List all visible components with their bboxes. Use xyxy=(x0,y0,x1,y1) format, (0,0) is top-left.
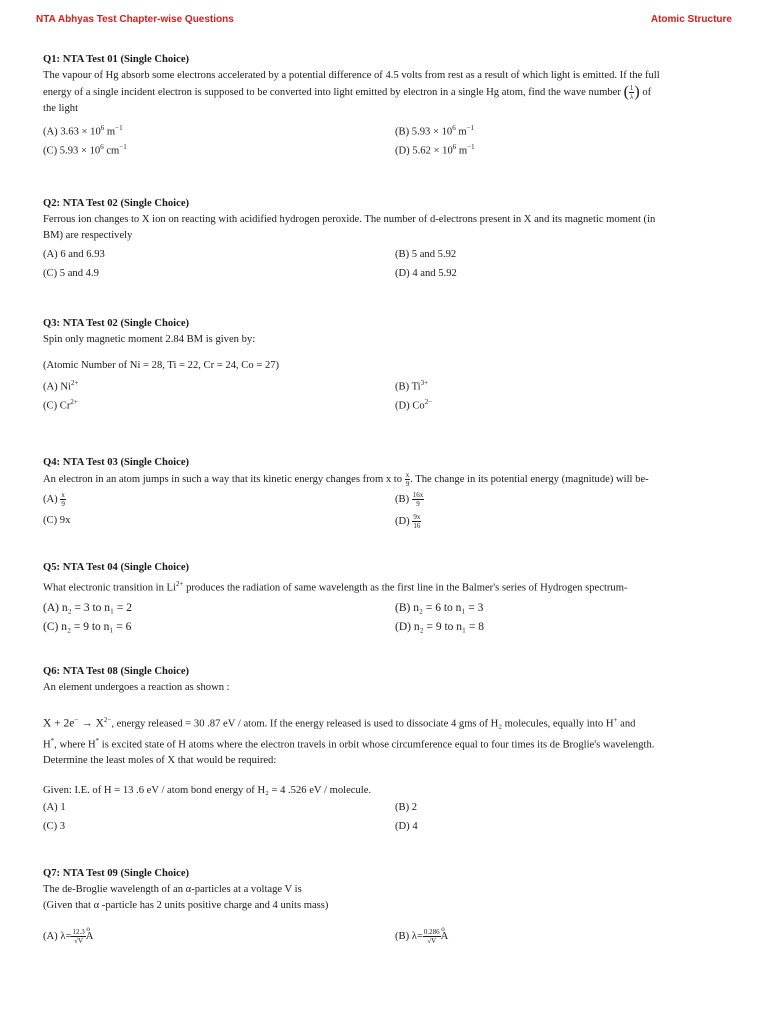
option-b[interactable]: (B) $Ti^{3+}$ xyxy=(395,379,429,393)
option-d[interactable]: (D) $\frac{9x}{16}$ xyxy=(395,513,421,530)
option-c[interactable]: (C) $5.93 \times 10^6$ $cm^{-1}$ xyxy=(43,143,127,157)
option-c[interactable]: (C) n₂ = 9 to n₁ = 6 xyxy=(43,620,132,633)
question-text: the light xyxy=(43,103,79,114)
question-title: Q3: NTA Test 02 (Single Choice) xyxy=(43,318,190,329)
options xyxy=(43,247,728,285)
option-d[interactable]: (D) $Co^{2-}$ xyxy=(395,398,433,412)
option-a[interactable]: (A) 6 and 6.93 xyxy=(43,249,105,260)
option-c[interactable]: (C) 5 and 4.9 xyxy=(43,268,99,279)
header-title: NTA Abhyas Test Chapter-wise Questions xyxy=(36,14,234,25)
question-text: $X + 2e^- \to X^{2-}$, energy released = 30 .87 eV / atom. If the energy released is used to dissociate 4 gms of H₂ molecules, equally into H+ and xyxy=(43,716,636,730)
question-title: Q4: NTA Test 03 (Single Choice) xyxy=(43,457,190,468)
question-text: BM) are respectively xyxy=(43,230,133,241)
options xyxy=(43,491,728,535)
question-title: Q2: NTA Test 02 (Single Choice) xyxy=(43,198,190,209)
option-a[interactable]: (A) λ= $\frac{12.3}{√V}$ $A^o$ xyxy=(43,924,94,945)
question-4 xyxy=(43,455,728,535)
option-a[interactable]: (A) $Ni^{2+}$ xyxy=(43,379,79,393)
question-text: An element undergoes a reaction as shown : xyxy=(43,682,230,693)
question-title: Q1: NTA Test 01 (Single Choice) xyxy=(43,54,190,65)
option-d[interactable]: (D) n₂ = 9 to n₁ = 8 xyxy=(395,620,485,633)
question-6 xyxy=(43,664,728,838)
question-text: Ferrous ion changes to X ion on reacting with acidified hydrogen peroxide. The number of d-electrons present in X and its magnetic moment (in xyxy=(43,214,656,225)
question-text: An electron in an atom jumps in such a way that its kinetic energy changes from x to $\frac{x}{9}$ . The change in its potential energy (magnitude) will be- xyxy=(43,471,649,488)
option-a[interactable]: (A) 1 xyxy=(43,802,66,814)
options xyxy=(43,800,728,838)
option-a[interactable]: (A) $\frac{x}{9}$ xyxy=(43,491,65,508)
question-text: H*, where H* is excited state of H atoms where the electron travels in orbit whose circumference equal to four times its de Broglie's wavelength. xyxy=(43,736,655,751)
option-b[interactable]: (B) 2 xyxy=(395,802,418,814)
options xyxy=(43,375,728,413)
given-data: Given: I.E. of H = 13 .6 eV / atom bond energy of H₂ = 4 .526 eV / molecule. xyxy=(43,785,372,797)
options xyxy=(43,924,728,966)
option-b[interactable]: (B) n₂ = 6 to n₁ = 3 xyxy=(395,601,484,614)
question-text: What electronic transition in $Li^{2+}$ produces the radiation of same wavelength as the first line in the Balmer's series of Hydrogen spectrum- xyxy=(43,580,628,594)
question-text: (Given that α -particle has 2 units positive charge and 4 units mass) xyxy=(43,900,329,911)
option-c[interactable]: (C) 3 xyxy=(43,821,66,833)
option-d[interactable]: (D) $5.62 \times 10^6$ $m^{-1}$ xyxy=(395,143,475,157)
options xyxy=(43,120,728,158)
options xyxy=(43,600,728,638)
header-chapter: Atomic Structure xyxy=(650,14,732,25)
question-text: The de-Broglie wavelength of an α-particles at a voltage V is xyxy=(43,884,302,895)
option-a[interactable]: (A) $3.63 \times 10^6$ $m^{-1}$ xyxy=(43,124,123,138)
question-title: Q5: NTA Test 04 (Single Choice) xyxy=(43,562,190,573)
option-b[interactable]: (B) $5.93 \times 10^6$ $m^{-1}$ xyxy=(395,124,475,138)
question-3 xyxy=(43,316,728,413)
question-text: (Atomic Number of Ni = 28, Ti = 22, Cr = 24, Co = 27) xyxy=(43,360,280,371)
question-title: Q6: NTA Test 08 (Single Choice) xyxy=(43,666,190,677)
question-title: Q7: NTA Test 09 (Single Choice) xyxy=(43,868,190,879)
question-2 xyxy=(43,196,728,285)
option-c[interactable]: (C) $Cr^{2+}$ xyxy=(43,398,78,412)
option-d[interactable]: (D) 4 xyxy=(395,821,418,833)
question-text: energy of a single incident electron is supposed to be converted into light emitted by electron in a single Hg atom, find the wave number ( $\frac{1}{\lambda}$ ) of xyxy=(43,83,652,101)
option-b[interactable]: (B) $\frac{16x}{9}$ xyxy=(395,491,424,508)
option-c[interactable]: (C) 9x xyxy=(43,515,71,526)
question-text: Spin only magnetic moment 2.84 BM is given by: xyxy=(43,334,256,345)
page-header xyxy=(36,14,732,30)
question-text: Determine the least moles of X that would be required: xyxy=(43,755,277,767)
question-7 xyxy=(43,866,728,966)
question-5 xyxy=(43,560,728,638)
option-a[interactable]: (A) n₂ = 3 to n₁ = 2 xyxy=(43,601,133,614)
question-text: The vapour of Hg absorb some electrons accelerated by a potential difference of 4.5 volts from rest as a result of which light is emitted. If the full xyxy=(43,70,660,81)
option-b[interactable]: (B) λ= $\frac{0.286}{√V}$ $A^o$ xyxy=(395,924,449,945)
question-1 xyxy=(43,52,728,158)
option-d[interactable]: (D) 4 and 5.92 xyxy=(395,268,457,279)
option-b[interactable]: (B) 5 and 5.92 xyxy=(395,249,457,260)
